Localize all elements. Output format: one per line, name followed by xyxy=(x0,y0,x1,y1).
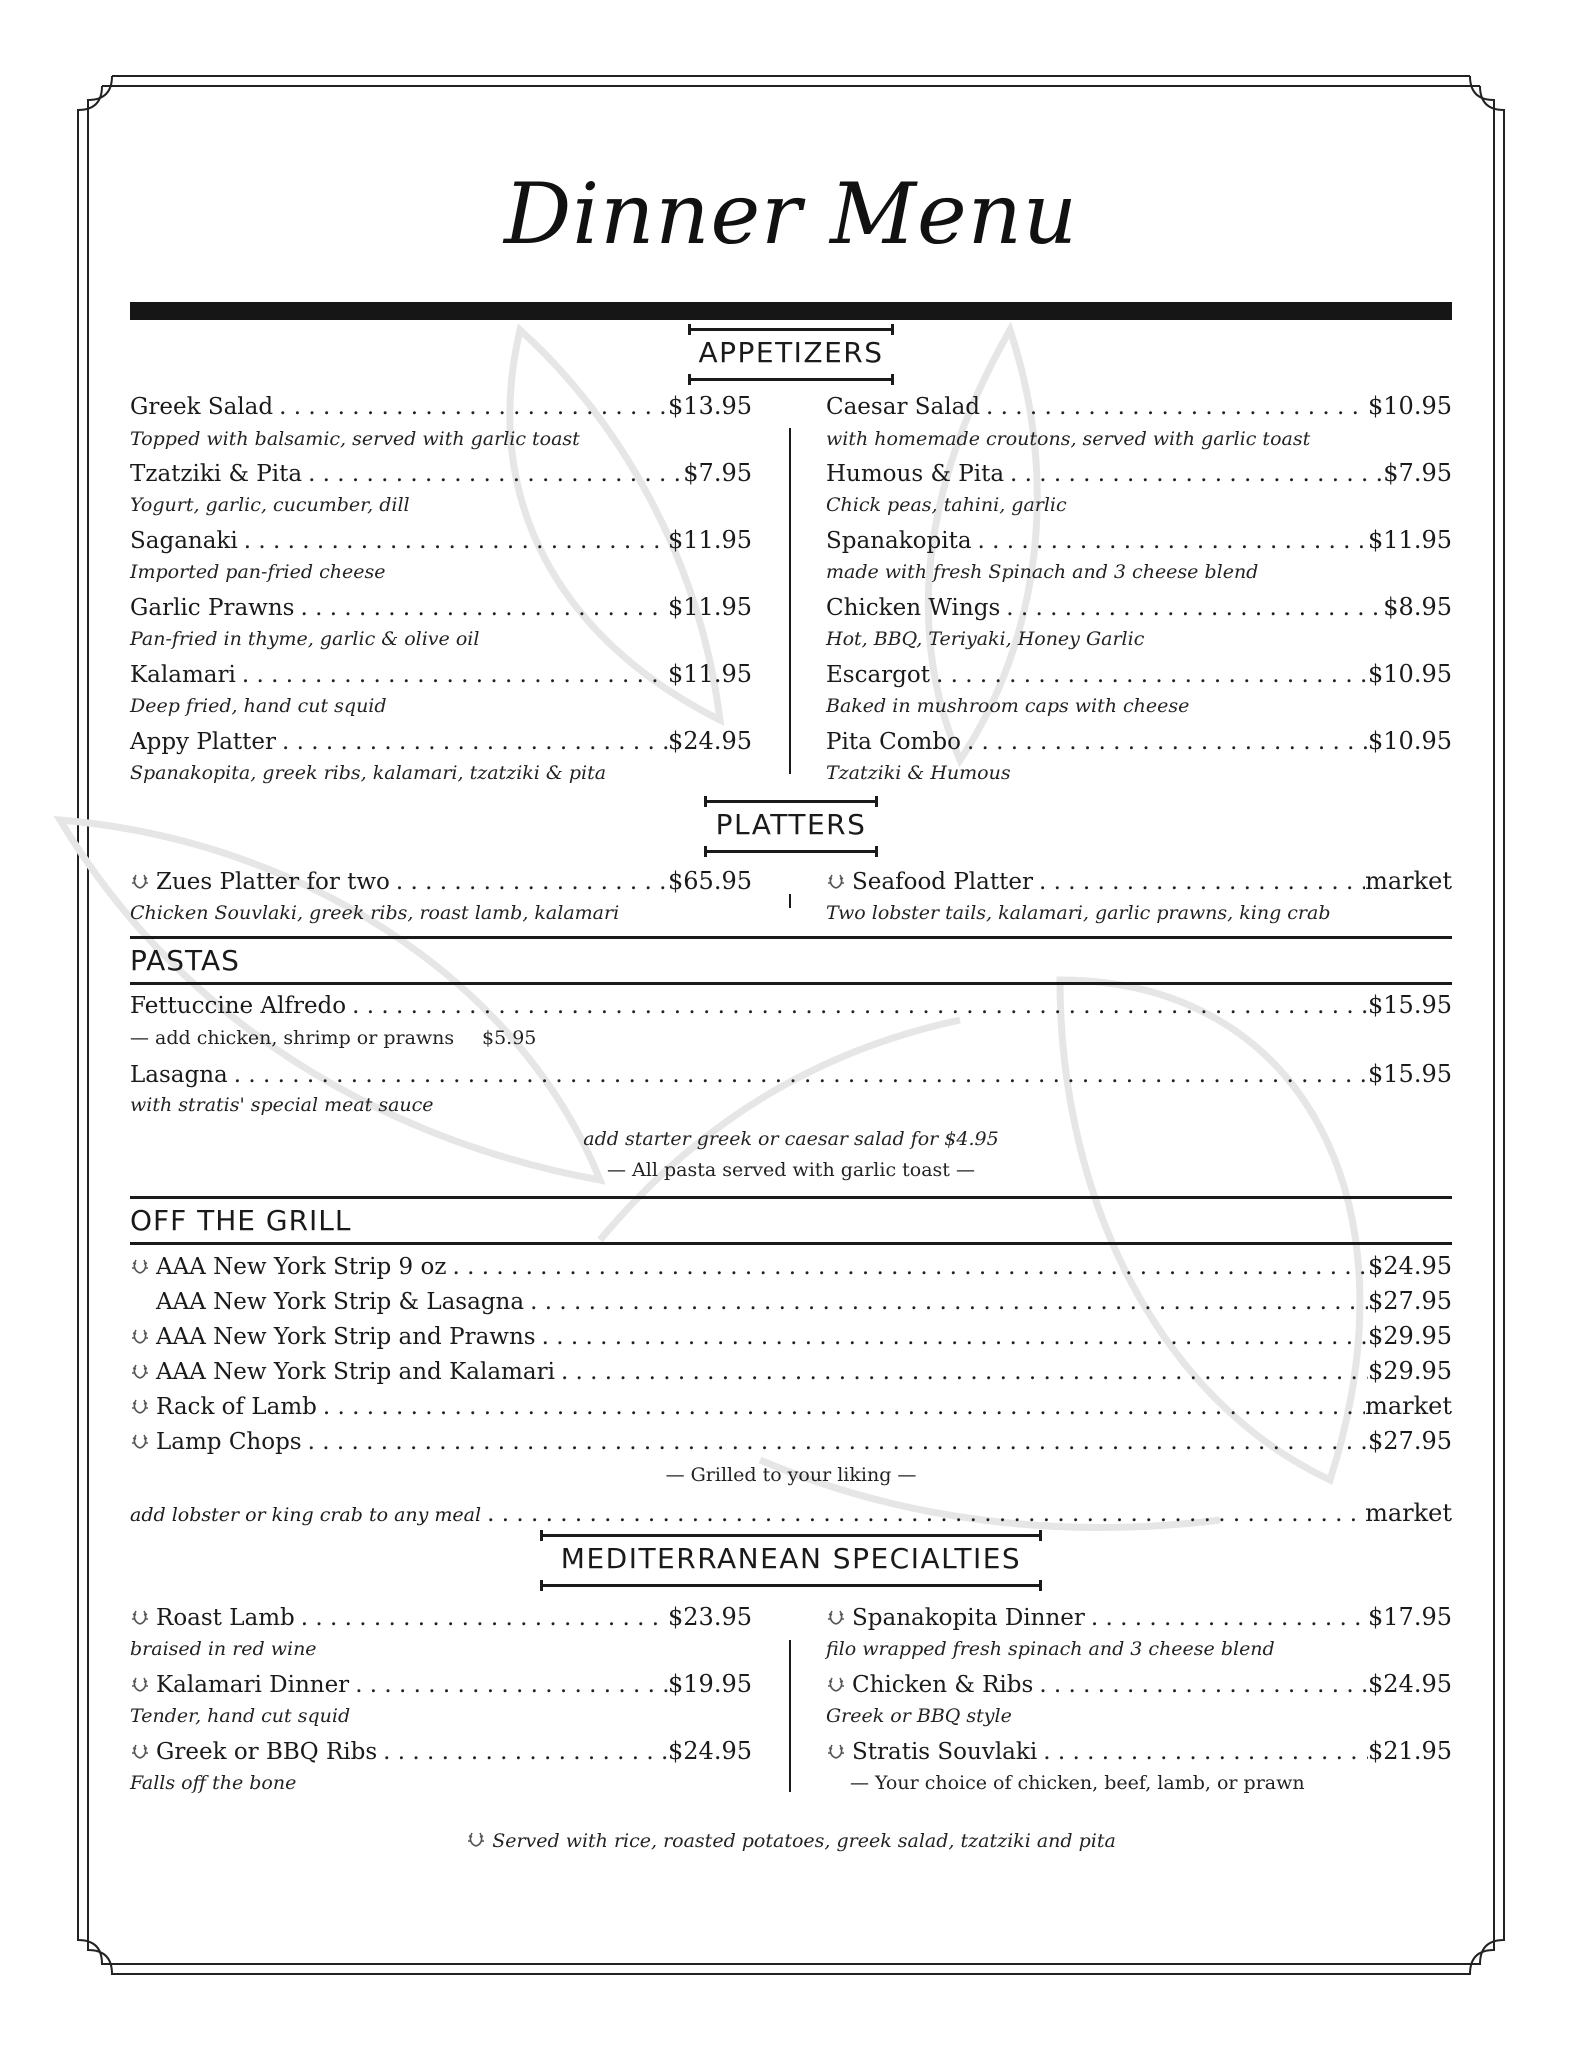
section-rule xyxy=(130,936,1452,939)
dot-leader xyxy=(273,394,668,420)
dot-leader xyxy=(295,1605,668,1631)
item-name-text: AAA New York Strip and Prawns xyxy=(156,1324,536,1350)
item-price: $13.95 xyxy=(668,392,752,420)
dot-leader xyxy=(349,1672,668,1698)
item-price: $15.95 xyxy=(1368,1060,1452,1088)
item-name-text: Seafood Platter xyxy=(852,869,1033,895)
column-divider xyxy=(789,1640,791,1792)
item-name xyxy=(826,1605,1085,1631)
item-name: Lasagna xyxy=(130,1062,228,1088)
dot-leader xyxy=(302,1429,1368,1455)
section-pastas-heading: PASTAS xyxy=(130,944,240,977)
item-name: Greek Salad xyxy=(130,394,274,420)
item-name xyxy=(130,1605,295,1631)
dot-leader xyxy=(236,662,668,688)
item-name xyxy=(826,869,1033,895)
dot-leader xyxy=(930,662,1368,688)
item-price: $23.95 xyxy=(668,1603,752,1631)
item-price: $10.95 xyxy=(1368,727,1452,755)
dot-leader xyxy=(961,729,1368,755)
item-description: Deep fried, hand cut squid xyxy=(130,695,387,717)
menu-item xyxy=(130,727,752,755)
laurel-icon xyxy=(130,1361,150,1381)
item-price: $11.95 xyxy=(668,660,752,688)
pasta-starter-note: add starter greek or caesar salad for $4.95 xyxy=(583,1128,999,1150)
item-price: $27.95 xyxy=(1368,1287,1452,1315)
item-name-text: Greek or BBQ Ribs xyxy=(156,1739,378,1765)
heading-rule-top xyxy=(688,328,894,331)
dot-leader xyxy=(1033,869,1365,895)
menu-item xyxy=(826,1603,1452,1631)
section-rule xyxy=(130,1196,1452,1199)
item-name: Fettuccine Alfredo xyxy=(130,993,347,1019)
dot-leader xyxy=(972,528,1368,554)
laurel-icon xyxy=(130,1326,150,1346)
item-name: Kalamari xyxy=(130,662,236,688)
grill-addon-line xyxy=(130,1499,1452,1527)
item-description: — Your choice of chicken, beef, lamb, or prawn xyxy=(850,1772,1305,1794)
footer-text: Served with rice, roasted potatoes, greek salad, tzatziki and pita xyxy=(492,1830,1116,1852)
served-with-footer xyxy=(0,1829,1582,1852)
item-description: Chick peas, tahini, garlic xyxy=(826,494,1067,516)
item-price: $11.95 xyxy=(1368,526,1452,554)
item-name-text: Lamp Chops xyxy=(156,1429,302,1455)
item-price: $27.95 xyxy=(1368,1427,1452,1455)
menu-item xyxy=(130,526,752,554)
item-description: Greek or BBQ style xyxy=(826,1705,1012,1727)
item-name: Appy Platter xyxy=(130,729,276,755)
menu-item xyxy=(130,1427,1452,1455)
item-price: $8.95 xyxy=(1383,593,1452,621)
item-name: Spanakopita xyxy=(826,528,972,554)
menu-item xyxy=(130,392,752,420)
section-rule xyxy=(130,982,1452,985)
item-description: Hot, BBQ, Teriyaki, Honey Garlic xyxy=(826,628,1145,650)
item-name-text: Rack of Lamb xyxy=(156,1394,317,1420)
dot-leader xyxy=(481,1501,1365,1527)
section-label: APPETIZERS xyxy=(698,336,884,369)
column-divider xyxy=(789,428,791,774)
laurel-icon xyxy=(466,1829,486,1849)
menu-item xyxy=(130,660,752,688)
menu-item xyxy=(130,1392,1452,1420)
menu-item xyxy=(826,727,1452,755)
item-name-text: Spanakopita Dinner xyxy=(852,1605,1085,1631)
menu-item xyxy=(826,459,1452,487)
section-platters-heading xyxy=(690,808,892,841)
item-price: $29.95 xyxy=(1368,1357,1452,1385)
page-title: Dinner Menu xyxy=(504,165,1078,263)
section-grill-heading: OFF THE GRILL xyxy=(130,1204,352,1237)
item-description: Tzatziki & Humous xyxy=(826,762,1011,784)
item-name xyxy=(130,869,390,895)
item-name-text: Stratis Souvlaki xyxy=(852,1739,1038,1765)
dot-leader xyxy=(1085,1605,1368,1631)
section-appetizers-heading xyxy=(650,336,932,369)
item-name-text: Roast Lamb xyxy=(156,1605,295,1631)
item-description: braised in red wine xyxy=(130,1638,317,1660)
section-mediterranean-heading xyxy=(540,1542,1042,1575)
item-price: $24.95 xyxy=(1368,1252,1452,1280)
item-description: Spanakopita, greek ribs, kalamari, tzatziki & pita xyxy=(130,762,607,784)
column-divider xyxy=(789,894,791,908)
dot-leader xyxy=(1000,595,1383,621)
menu-item xyxy=(130,1322,1452,1350)
heading-rule-top xyxy=(540,1534,1042,1537)
menu-item xyxy=(130,1603,752,1631)
item-name-text: AAA New York Strip 9 oz xyxy=(156,1254,447,1280)
item-price: $24.95 xyxy=(668,727,752,755)
item-name-text: Chicken & Ribs xyxy=(852,1672,1034,1698)
item-description: Yogurt, garlic, cucumber, dill xyxy=(130,494,410,516)
dot-leader xyxy=(446,1254,1368,1280)
item-description: Two lobster tails, kalamari, garlic prawns, king crab xyxy=(826,902,1331,924)
item-name: Escargot xyxy=(826,662,930,688)
menu-item xyxy=(156,1287,1452,1315)
item-name-text: AAA New York Strip and Kalamari xyxy=(156,1359,555,1385)
item-name xyxy=(826,1739,1037,1765)
item-description: with homemade croutons, served with garlic toast xyxy=(826,428,1311,450)
item-name-text: Zues Platter for two xyxy=(156,869,390,895)
item-name: Humous & Pita xyxy=(826,461,1005,487)
laurel-icon xyxy=(826,1741,846,1761)
laurel-icon xyxy=(130,871,150,891)
grill-liking-note: — Grilled to your liking — xyxy=(665,1464,917,1486)
item-description: Falls off the bone xyxy=(130,1772,297,1794)
dot-leader xyxy=(524,1289,1368,1315)
heading-rule-bottom xyxy=(540,1584,1042,1587)
menu-item xyxy=(130,1252,1452,1280)
menu-item xyxy=(826,1670,1452,1698)
item-description: made with fresh Spinach and 3 cheese blend xyxy=(826,561,1259,583)
item-price: $7.95 xyxy=(1383,459,1452,487)
item-price: market xyxy=(1365,867,1452,895)
item-description: filo wrapped fresh spinach and 3 cheese blend xyxy=(826,1638,1275,1660)
item-name: Garlic Prawns xyxy=(130,595,295,621)
dot-leader xyxy=(1033,1672,1368,1698)
item-name: Saganaki xyxy=(130,528,238,554)
item-price: $24.95 xyxy=(668,1737,752,1765)
dot-leader xyxy=(228,1062,1368,1088)
section-label: MEDITERRANEAN SPECIALTIES xyxy=(560,1542,1022,1575)
menu-item xyxy=(130,867,752,895)
section-label: PLATTERS xyxy=(715,808,867,841)
item-name xyxy=(130,1739,377,1765)
dot-leader xyxy=(276,729,668,755)
menu-item xyxy=(130,459,752,487)
item-description: Baked in mushroom caps with cheese xyxy=(826,695,1190,717)
item-name: Tzatziki & Pita xyxy=(130,461,303,487)
item-name xyxy=(130,1324,536,1350)
dot-leader xyxy=(294,595,668,621)
item-price: $10.95 xyxy=(1368,660,1452,688)
addon-text: add lobster or king crab to any meal xyxy=(130,1504,482,1526)
item-name xyxy=(826,1672,1033,1698)
item-description: Topped with balsamic, served with garlic toast xyxy=(130,428,580,450)
menu-item xyxy=(130,1737,752,1765)
item-price: $24.95 xyxy=(1368,1670,1452,1698)
title-rule xyxy=(130,302,1452,320)
heading-rule-top xyxy=(704,800,878,803)
laurel-icon xyxy=(130,1256,150,1276)
menu-item xyxy=(826,1737,1452,1765)
menu-item xyxy=(826,660,1452,688)
item-name: AAA New York Strip & Lasagna xyxy=(156,1289,525,1315)
dot-leader xyxy=(302,461,683,487)
laurel-icon xyxy=(130,1607,150,1627)
item-description: Tender, hand cut squid xyxy=(130,1705,351,1727)
menu-item xyxy=(826,867,1452,895)
dot-leader xyxy=(317,1394,1365,1420)
laurel-icon xyxy=(130,1431,150,1451)
item-price: $11.95 xyxy=(668,593,752,621)
laurel-icon xyxy=(826,1607,846,1627)
section-rule xyxy=(130,1242,1452,1245)
dot-leader xyxy=(377,1739,668,1765)
item-price: $17.95 xyxy=(1368,1603,1452,1631)
heading-rule-bottom xyxy=(704,850,878,853)
item-addon-price: $5.95 xyxy=(482,1027,537,1049)
dot-leader xyxy=(346,993,1368,1019)
item-description: Pan-fried in thyme, garlic & olive oil xyxy=(130,628,480,650)
item-name xyxy=(130,1254,446,1280)
item-name xyxy=(130,1672,349,1698)
item-name xyxy=(130,1429,302,1455)
laurel-icon xyxy=(130,1396,150,1416)
item-price: $29.95 xyxy=(1368,1322,1452,1350)
item-addon: — add chicken, shrimp or prawns xyxy=(130,1027,455,1049)
item-price: $10.95 xyxy=(1368,392,1452,420)
addon-price: market xyxy=(1365,1499,1452,1527)
laurel-icon xyxy=(130,1741,150,1761)
dot-leader xyxy=(555,1359,1368,1385)
item-price: $21.95 xyxy=(1368,1737,1452,1765)
dot-leader xyxy=(980,394,1368,420)
item-name: Pita Combo xyxy=(826,729,961,755)
dot-leader xyxy=(536,1324,1368,1350)
menu-item xyxy=(826,593,1452,621)
item-price: $15.95 xyxy=(1368,991,1452,1019)
dot-leader xyxy=(1004,461,1383,487)
item-price: $7.95 xyxy=(683,459,752,487)
menu-item xyxy=(826,392,1452,420)
laurel-icon xyxy=(130,1674,150,1694)
item-price: $11.95 xyxy=(668,526,752,554)
item-price: $19.95 xyxy=(668,1670,752,1698)
menu-item xyxy=(130,1357,1452,1385)
menu-item xyxy=(130,593,752,621)
item-name-text: Kalamari Dinner xyxy=(156,1672,350,1698)
item-price: $65.95 xyxy=(668,867,752,895)
dot-leader xyxy=(390,869,668,895)
pasta-garlic-note: — All pasta served with garlic toast — xyxy=(607,1159,975,1181)
heading-rule-bottom xyxy=(688,378,894,381)
menu-item xyxy=(130,1060,1452,1088)
dot-leader xyxy=(1037,1739,1368,1765)
item-price: market xyxy=(1365,1392,1452,1420)
menu-item xyxy=(130,1670,752,1698)
item-description: with stratis' special meat sauce xyxy=(130,1094,434,1116)
dot-leader xyxy=(238,528,668,554)
menu-item xyxy=(130,991,1452,1019)
item-name: Caesar Salad xyxy=(826,394,981,420)
item-name xyxy=(130,1359,555,1385)
menu-item xyxy=(826,526,1452,554)
laurel-icon xyxy=(826,1674,846,1694)
item-name xyxy=(130,1394,317,1420)
item-name: Chicken Wings xyxy=(826,595,1001,621)
laurel-icon xyxy=(826,871,846,891)
item-description: Imported pan-fried cheese xyxy=(130,561,386,583)
item-description: Chicken Souvlaki, greek ribs, roast lamb, kalamari xyxy=(130,902,620,924)
